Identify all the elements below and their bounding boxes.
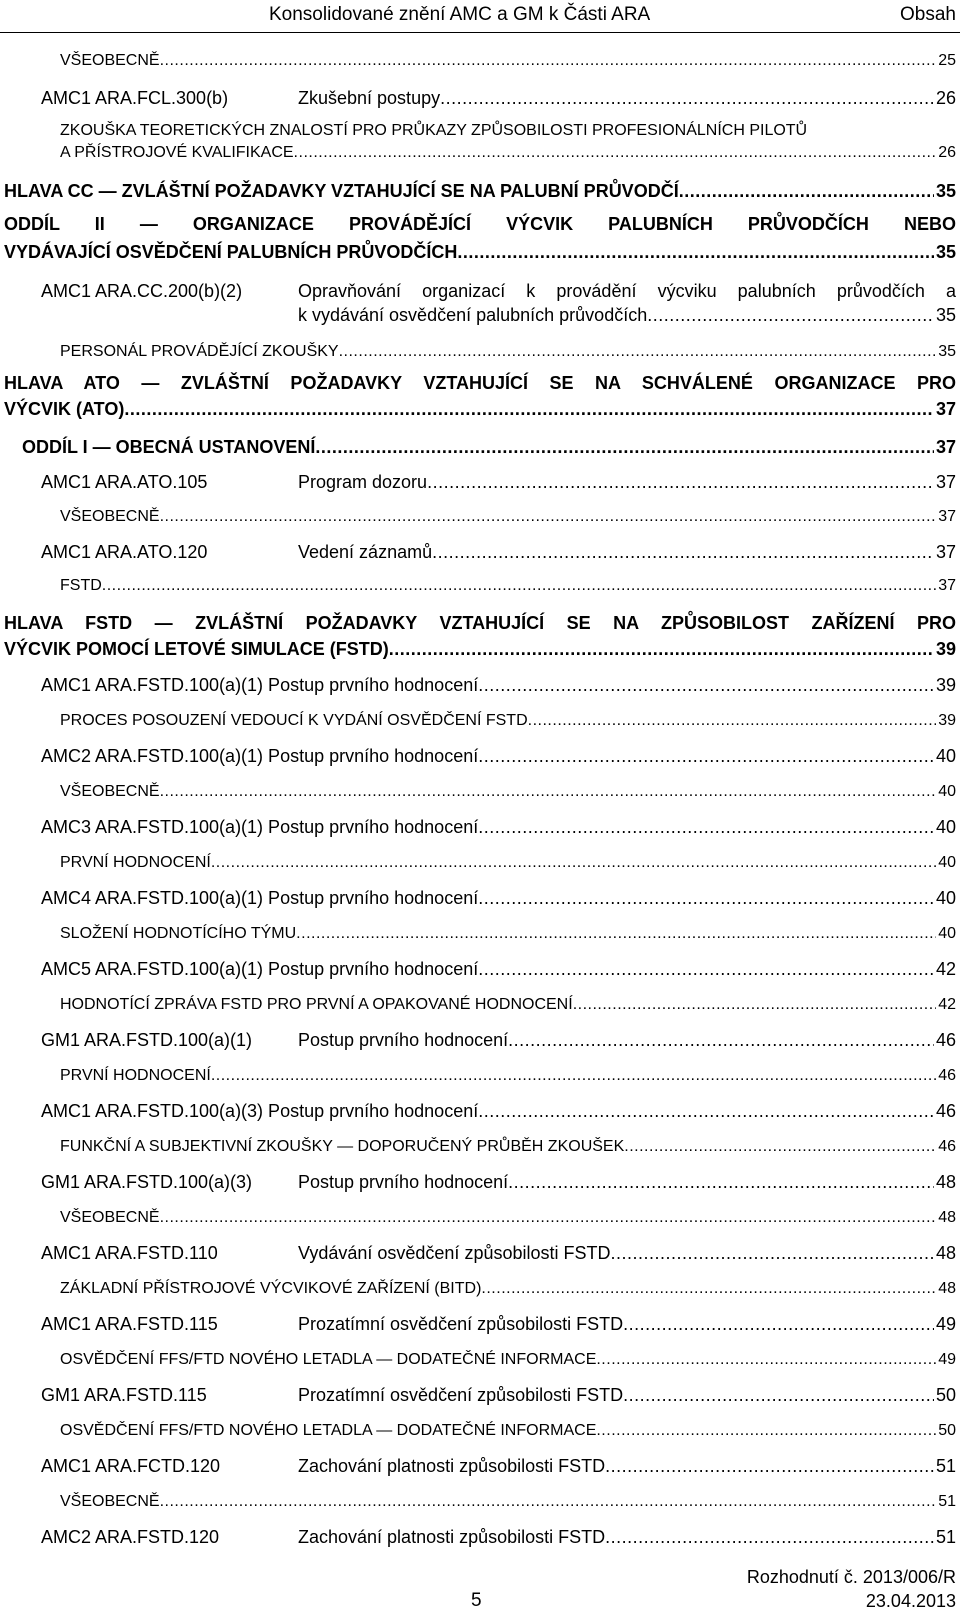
toc-entry[interactable]: ODDÍL II — ORGANIZACE PROVÁDĚJÍCÍ VÝCVIK PALUBNÍCH PRŮVODČÍCH NEBO VYDÁVAJÍCÍ OSVĚDČENÍ PALUBNÍCH PRŮVODČÍCH ..... 35 (0, 214, 960, 270)
toc-entry[interactable]: FUNKČNÍ A SUBJEKTIVNÍ ZKOUŠKY — DOPORUČENÝ PRŮBĚH ZKOUŠEK ..... 46 (60, 1138, 956, 1156)
toc-entry[interactable]: VŠEOBECNĚ ..... 48 (60, 1209, 956, 1227)
page-number: 5 (471, 1590, 482, 1611)
header-section: Obsah (900, 4, 956, 25)
toc-entry[interactable]: AMC2 ARA.FSTD.120 Zachování platnosti způsobilosti FSTD ..... 51 (0, 1527, 960, 1551)
toc-entry[interactable]: HODNOTÍCÍ ZPRÁVA FSTD PRO PRVNÍ A OPAKOVANÉ HODNOCENÍ ..... 42 (60, 996, 956, 1014)
toc-entry[interactable]: GM1 ARA.FSTD.115 Prozatímní osvědčení způsobilosti FSTD ..... 50 (0, 1385, 960, 1409)
document-date: 23.04.2013 (865, 1591, 956, 1611)
toc-entry[interactable]: PRVNÍ HODNOCENÍ ..... 46 (60, 1067, 956, 1085)
toc-entry[interactable]: PERSONÁL PROVÁDĚJÍCÍ ZKOUŠKY ..... 35 (60, 343, 956, 361)
toc-entry[interactable]: AMC3 ARA.FSTD.100(a)(1) Postup prvního hodnocení ..... 40 (41, 817, 956, 838)
toc-entry[interactable]: AMC1 ARA.FSTD.115 Prozatímní osvědčení způsobilosti FSTD ..... 49 (0, 1314, 960, 1338)
toc-entry[interactable]: AMC1 ARA.FSTD.100(a)(1) Postup prvního hodnocení ..... 39 (41, 675, 956, 696)
decision-number: Rozhodnutí č. 2013/006/R (746, 1567, 956, 1587)
toc-entry[interactable]: HLAVA FSTD — ZVLÁŠTNÍ POŽADAVKY VZTAHUJÍCÍ SE NA ZPŮSOBILOST ZAŘÍZENÍ PRO VÝCVIK POMOCÍ LETOVÉ SIMULACE (FSTD) ..... 39 (0, 613, 960, 669)
toc-entry[interactable]: VŠEOBECNĚ ..... 37 (60, 508, 956, 526)
page-header (0, 0, 960, 33)
toc-entry[interactable]: PRVNÍ HODNOCENÍ ..... 40 (60, 854, 956, 872)
document-reference (747, 1565, 956, 1613)
toc-entry[interactable]: AMC1 ARA.FSTD.100(a)(3) Postup prvního hodnocení ..... 46 (41, 1101, 956, 1122)
toc-entry[interactable]: GM1 ARA.FSTD.100(a)(3) Postup prvního hodnocení ..... 48 (0, 1172, 960, 1196)
toc-entry[interactable]: HLAVA ATO — ZVLÁŠTNÍ POŽADAVKY VZTAHUJÍCÍ SE NA SCHVÁLENÉ ORGANIZACE PRO VÝCVIK (ATO) ..... 37 (0, 373, 960, 429)
toc-entry[interactable]: AMC5 ARA.FSTD.100(a)(1) Postup prvního hodnocení ..... 42 (41, 959, 956, 980)
toc-entry[interactable]: ODDÍL I — OBECNÁ USTANOVENÍ ..... 37 (22, 437, 956, 458)
toc-entry[interactable]: VŠEOBECNĚ ..... 40 (60, 783, 956, 801)
toc-entry[interactable]: PROCES POSOUZENÍ VEDOUCÍ K VYDÁNÍ OSVĚDČENÍ FSTD ..... 39 (60, 712, 956, 730)
toc-entry[interactable]: OSVĚDČENÍ FFS/FTD NOVÉHO LETADLA — DODATEČNÉ INFORMACE ..... 49 (60, 1351, 956, 1369)
toc-entry[interactable]: AMC2 ARA.FSTD.100(a)(1) Postup prvního hodnocení ..... 40 (41, 746, 956, 767)
toc-entry[interactable]: ZKOUŠKA TEORETICKÝCH ZNALOSTÍ PRO PRŮKAZY ZPŮSOBILOSTI PROFESIONÁLNÍCH PILOTŮ A PŘÍSTROJOVÉ KVALIFIKACE ..... 26 (0, 122, 960, 170)
toc-entry[interactable]: AMC1 ARA.FCL.300(b) Zkušební postupy ..... 26 (0, 86, 960, 110)
toc-entry[interactable]: AMC1 ARA.FSTD.110 Vydávání osvědčení způsobilosti FSTD ..... 48 (0, 1243, 960, 1267)
toc-entry[interactable]: SLOŽENÍ HODNOTÍCÍHO TÝMU ..... 40 (60, 925, 956, 943)
toc-entry[interactable]: HLAVA CC — ZVLÁŠTNÍ POŽADAVKY VZTAHUJÍCÍ SE NA PALUBNÍ PRŮVODČÍ ..... 35 (4, 181, 956, 202)
header-title: Konsolidované znění AMC a GM k Části ARA (269, 4, 651, 25)
toc-entry[interactable]: AMC1 ARA.CC.200(b)(2) Opravňování organizací k provádění výcviku palubních průvodčích a k vydávání osvědčení palubních průvodčích ..... 35 (0, 279, 960, 331)
toc-entry[interactable]: VŠEOBECNĚ ..... 25 (60, 52, 956, 70)
toc-entry[interactable]: AMC1 ARA.ATO.105 Program dozoru ..... 37 (0, 472, 960, 496)
toc-entry[interactable]: AMC4 ARA.FSTD.100(a)(1) Postup prvního hodnocení ..... 40 (41, 888, 956, 909)
toc-entry[interactable]: ZÁKLADNÍ PŘÍSTROJOVÉ VÝCVIKOVÉ ZAŘÍZENÍ (BITD) ..... 48 (60, 1280, 956, 1298)
toc-entry[interactable]: FSTD ..... 37 (60, 577, 956, 595)
toc-entry[interactable]: OSVĚDČENÍ FFS/FTD NOVÉHO LETADLA — DODATEČNÉ INFORMACE ..... 50 (60, 1422, 956, 1440)
toc-entry[interactable]: GM1 ARA.FSTD.100(a)(1) Postup prvního hodnocení ..... 46 (0, 1030, 960, 1054)
toc-entry[interactable]: VŠEOBECNĚ ..... 51 (60, 1493, 956, 1511)
toc-entry[interactable]: AMC1 ARA.FCTD.120 Zachování platnosti způsobilosti FSTD ..... 51 (0, 1456, 960, 1480)
toc-entry[interactable]: AMC1 ARA.ATO.120 Vedení záznamů ..... 37 (0, 542, 960, 566)
